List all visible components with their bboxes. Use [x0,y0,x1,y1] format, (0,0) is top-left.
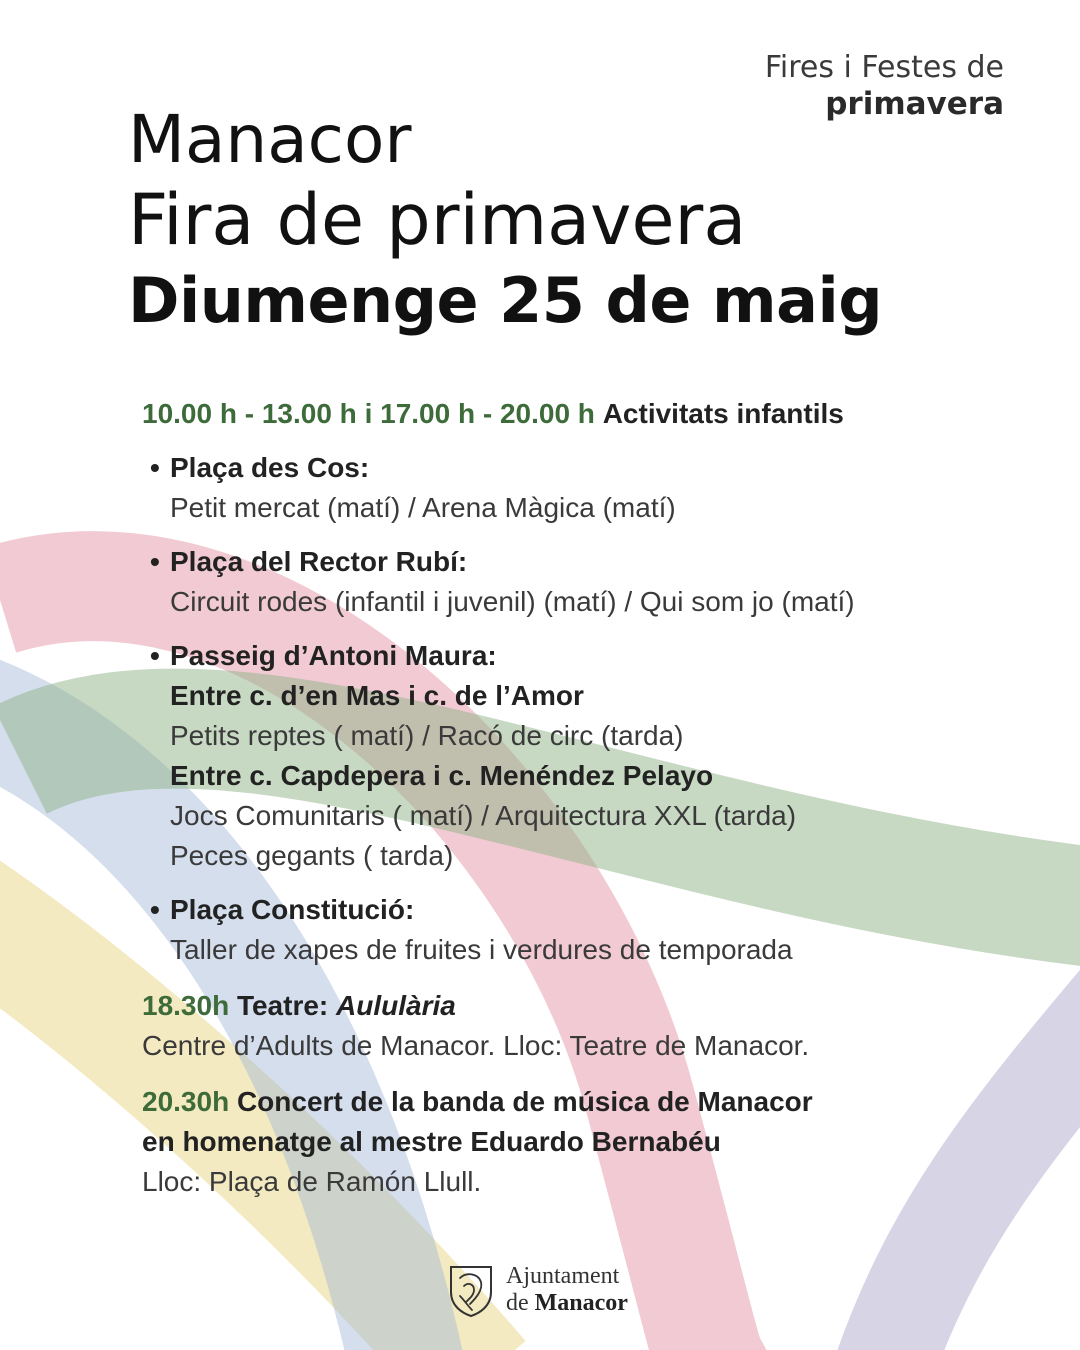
program [142,394,1022,1202]
concert-detail: Lloc: Plaça de Ramón Llull. [142,1166,482,1197]
place-line: Circuit rodes (infantil i juvenil) (matí) / Qui som jo (matí) [170,586,855,617]
theatre-event [142,986,1022,1066]
place-line: Peces gegants ( tarda) [170,840,454,871]
place-line: Jocs Comunitaris ( matí) / Arquitectura XXL (tarda) [170,800,797,831]
theatre-detail: Centre d’Adults de Manacor. Lloc: Teatre de Manacor. [142,1030,810,1061]
org-line2 [506,1289,628,1317]
org-line2-prefix: de [506,1290,529,1316]
org-name [506,1263,628,1317]
ajuntament-logo [448,1262,628,1318]
place-name: Plaça del Rector Rubí: [170,546,468,577]
series-line2: primavera [825,86,1004,122]
theatre-label: Teatre: [236,990,329,1021]
place-item [142,890,1022,970]
place-name: Plaça Constitució: [170,894,415,925]
bullet: • [150,894,160,925]
program-first-row [142,394,1022,434]
concert-event [142,1082,1022,1202]
series-line1: Fires i Festes de [764,50,1004,85]
crest-icon [448,1262,494,1318]
place-item [142,636,1022,876]
event-title: Fira de primavera [128,179,747,261]
time-range: 10.00 h - 13.00 h i 17.00 h - 20.00 h [142,398,595,429]
bullet: • [150,452,160,483]
section-subtitle: Entre c. d’en Mas i c. de l’Amor [170,680,584,711]
place-name: Plaça des Cos: [170,452,370,483]
place-item [142,542,1022,622]
place-item [142,448,1022,528]
title-block [128,100,882,342]
bullet: • [150,640,160,671]
theatre-time: 18.30h [142,990,230,1021]
city-title: Manacor [128,101,412,178]
concert-title-line2: en homenatge al mestre Eduardo Bernabéu [142,1126,721,1157]
place-line: Taller de xapes de fruites i verdures de temporada [170,934,793,965]
bullet: • [150,546,160,577]
place-line: Petits reptes ( matí) / Racó de circ (tarda) [170,720,684,751]
section-subtitle: Entre c. Capdepera i c. Menéndez Pelayo [170,760,714,791]
concert-time: 20.30h [142,1086,230,1117]
concert-title-line1: Concert de la banda de música de Manacor [236,1086,813,1117]
org-line2-name: Manacor [534,1290,628,1316]
place-line: Petit mercat (matí) / Arena Màgica (matí) [170,492,676,523]
theatre-title: Aululària [336,990,456,1021]
org-line1: Ajuntament [506,1263,620,1289]
activity-title: Activitats infantils [602,398,844,429]
place-name: Passeig d’Antoni Maura: [170,640,497,671]
event-date: Diumenge 25 de maig [128,264,883,337]
